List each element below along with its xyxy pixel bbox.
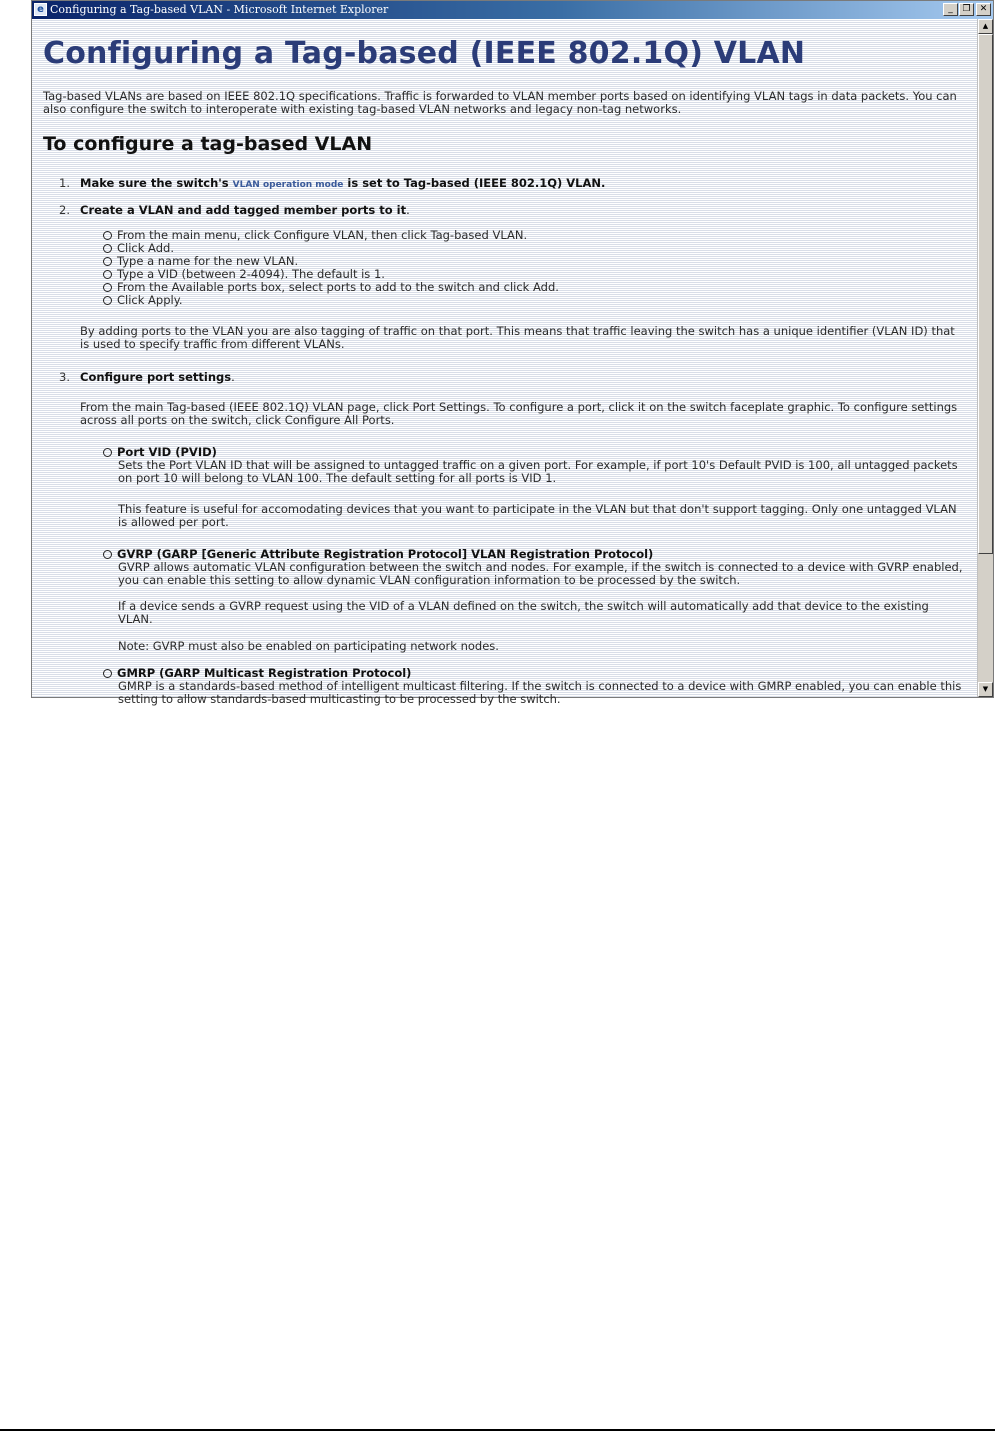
bullet-icon (103, 270, 112, 279)
step-1-text-end: is set to Tag-based (IEEE 802.1Q) VLAN. (343, 176, 606, 190)
gmrp-title: GMRP (GARP Multicast Registration Protocol) (117, 666, 412, 680)
list-item-text: From the Available ports box, select ports to add to the switch and click Add. (117, 280, 559, 294)
step-3-period: . (231, 370, 235, 384)
scroll-thumb[interactable] (978, 34, 993, 554)
step-3-number: 3. (59, 370, 70, 384)
gvrp-title: GVRP (GARP [Generic Attribute Registration Protocol] VLAN Registration Protocol) (117, 547, 654, 561)
list-item-text: Type a VID (between 2-4094). The default is 1. (117, 267, 385, 281)
gvrp-behavior: If a device sends a GVRP request using the VID of a VLAN defined on the switch, the switch will automatically add that device to the existing VLAN. (118, 599, 929, 626)
scroll-up-button[interactable]: ▲ (978, 19, 993, 34)
gmrp-heading (103, 666, 411, 680)
scroll-down-button[interactable]: ▼ (978, 682, 993, 697)
step-2-note: By adding ports to the VLAN you are also tagging of traffic on that port. This means that traffic leaving the switch has a unique identifier (VLAN ID) that is used to specify traffic from different VLANs. (80, 324, 955, 351)
step-2-title: Create a VLAN and add tagged member ports to it (80, 203, 407, 217)
list-item-text: Type a name for the new VLAN. (117, 254, 299, 268)
list-item-text: From the main menu, click Configure VLAN, then click Tag-based VLAN. (117, 228, 528, 242)
bullet-icon (103, 669, 112, 678)
bullet-icon (103, 231, 112, 240)
section-heading: To configure a tag-based VLAN (43, 133, 373, 155)
list-item (103, 294, 183, 307)
title-bar[interactable] (32, 1, 993, 19)
pvid-heading (103, 445, 217, 459)
bullet-icon (103, 244, 112, 253)
list-item-text: Click Apply. (117, 293, 183, 307)
bullet-icon (103, 550, 112, 559)
step-1-text-start: Make sure the switch's (80, 176, 233, 190)
gvrp-heading (103, 547, 653, 561)
bullet-icon (103, 448, 112, 457)
window-title: Configuring a Tag-based VLAN - Microsoft Internet Explorer (50, 3, 389, 16)
intro-paragraph: Tag-based VLANs are based on IEEE 802.1Q specifications. Traffic is forwarded to VLAN member ports based on identifying VLAN tags in data packets. You can also configure the switch to interoperate with existing tag-based VLAN networks and legacy non-tag networks. (43, 89, 957, 116)
page-bottom-rule (0, 1429, 995, 1431)
ie-page-icon[interactable]: e (34, 3, 47, 16)
step-1-number: 1. (59, 176, 70, 190)
vertical-scrollbar[interactable] (977, 19, 993, 697)
pvid-note: This feature is useful for accomodating devices that you want to participate in the VLAN but that don't support tagging. Only one untagged VLAN is allowed per port. (118, 502, 957, 529)
restore-button[interactable]: ❐ (959, 3, 974, 16)
pvid-title: Port VID (PVID) (117, 445, 217, 459)
step-2-number: 2. (59, 203, 70, 217)
pvid-description: Sets the Port VLAN ID that will be assigned to untagged traffic on a given port. For example, if port 10's Default PVID is 100, all untagged packets on port 10 will belong to VLAN 100. The default setting for all ports is VID 1. (118, 458, 958, 485)
bullet-icon (103, 296, 112, 305)
step-3 (80, 370, 235, 384)
gvrp-note: Note: GVRP must also be enabled on participating network nodes. (118, 639, 499, 653)
bullet-icon (103, 283, 112, 292)
vlan-operation-mode-link[interactable]: VLAN operation mode (232, 180, 344, 190)
step-2-period: . (406, 203, 410, 217)
window-controls (942, 3, 991, 16)
browser-window (31, 0, 994, 706)
step-3-intro: From the main Tag-based (IEEE 802.1Q) VLAN page, click Port Settings. To configure a port, click it on the switch faceplate graphic. To configure settings across all ports on the switch, click Configure All Ports. (80, 400, 958, 427)
gmrp-description: GMRP is a standards-based method of intelligent multicast filtering. If the switch is connected to a device with GMRP enabled, you can enable this setting to allow standards-based multicasting to be processed by the switch. (118, 679, 962, 706)
step-3-title: Configure port settings (80, 370, 232, 384)
bullet-icon (103, 257, 112, 266)
page-content (32, 19, 978, 706)
list-item-text: Click Add. (117, 241, 174, 255)
page-title: Configuring a Tag-based (IEEE 802.1Q) VLAN (43, 36, 806, 71)
gvrp-description: GVRP allows automatic VLAN configuration between the switch and nodes. For example, if the switch is connected to a device with GVRP enabled, you can enable this setting to allow dynamic VLAN configuration information to be processed by the switch. (118, 560, 963, 587)
close-button[interactable]: ✕ (976, 3, 991, 16)
minimize-button[interactable]: _ (943, 3, 958, 16)
step-2 (80, 203, 410, 217)
step-1 (80, 176, 605, 190)
